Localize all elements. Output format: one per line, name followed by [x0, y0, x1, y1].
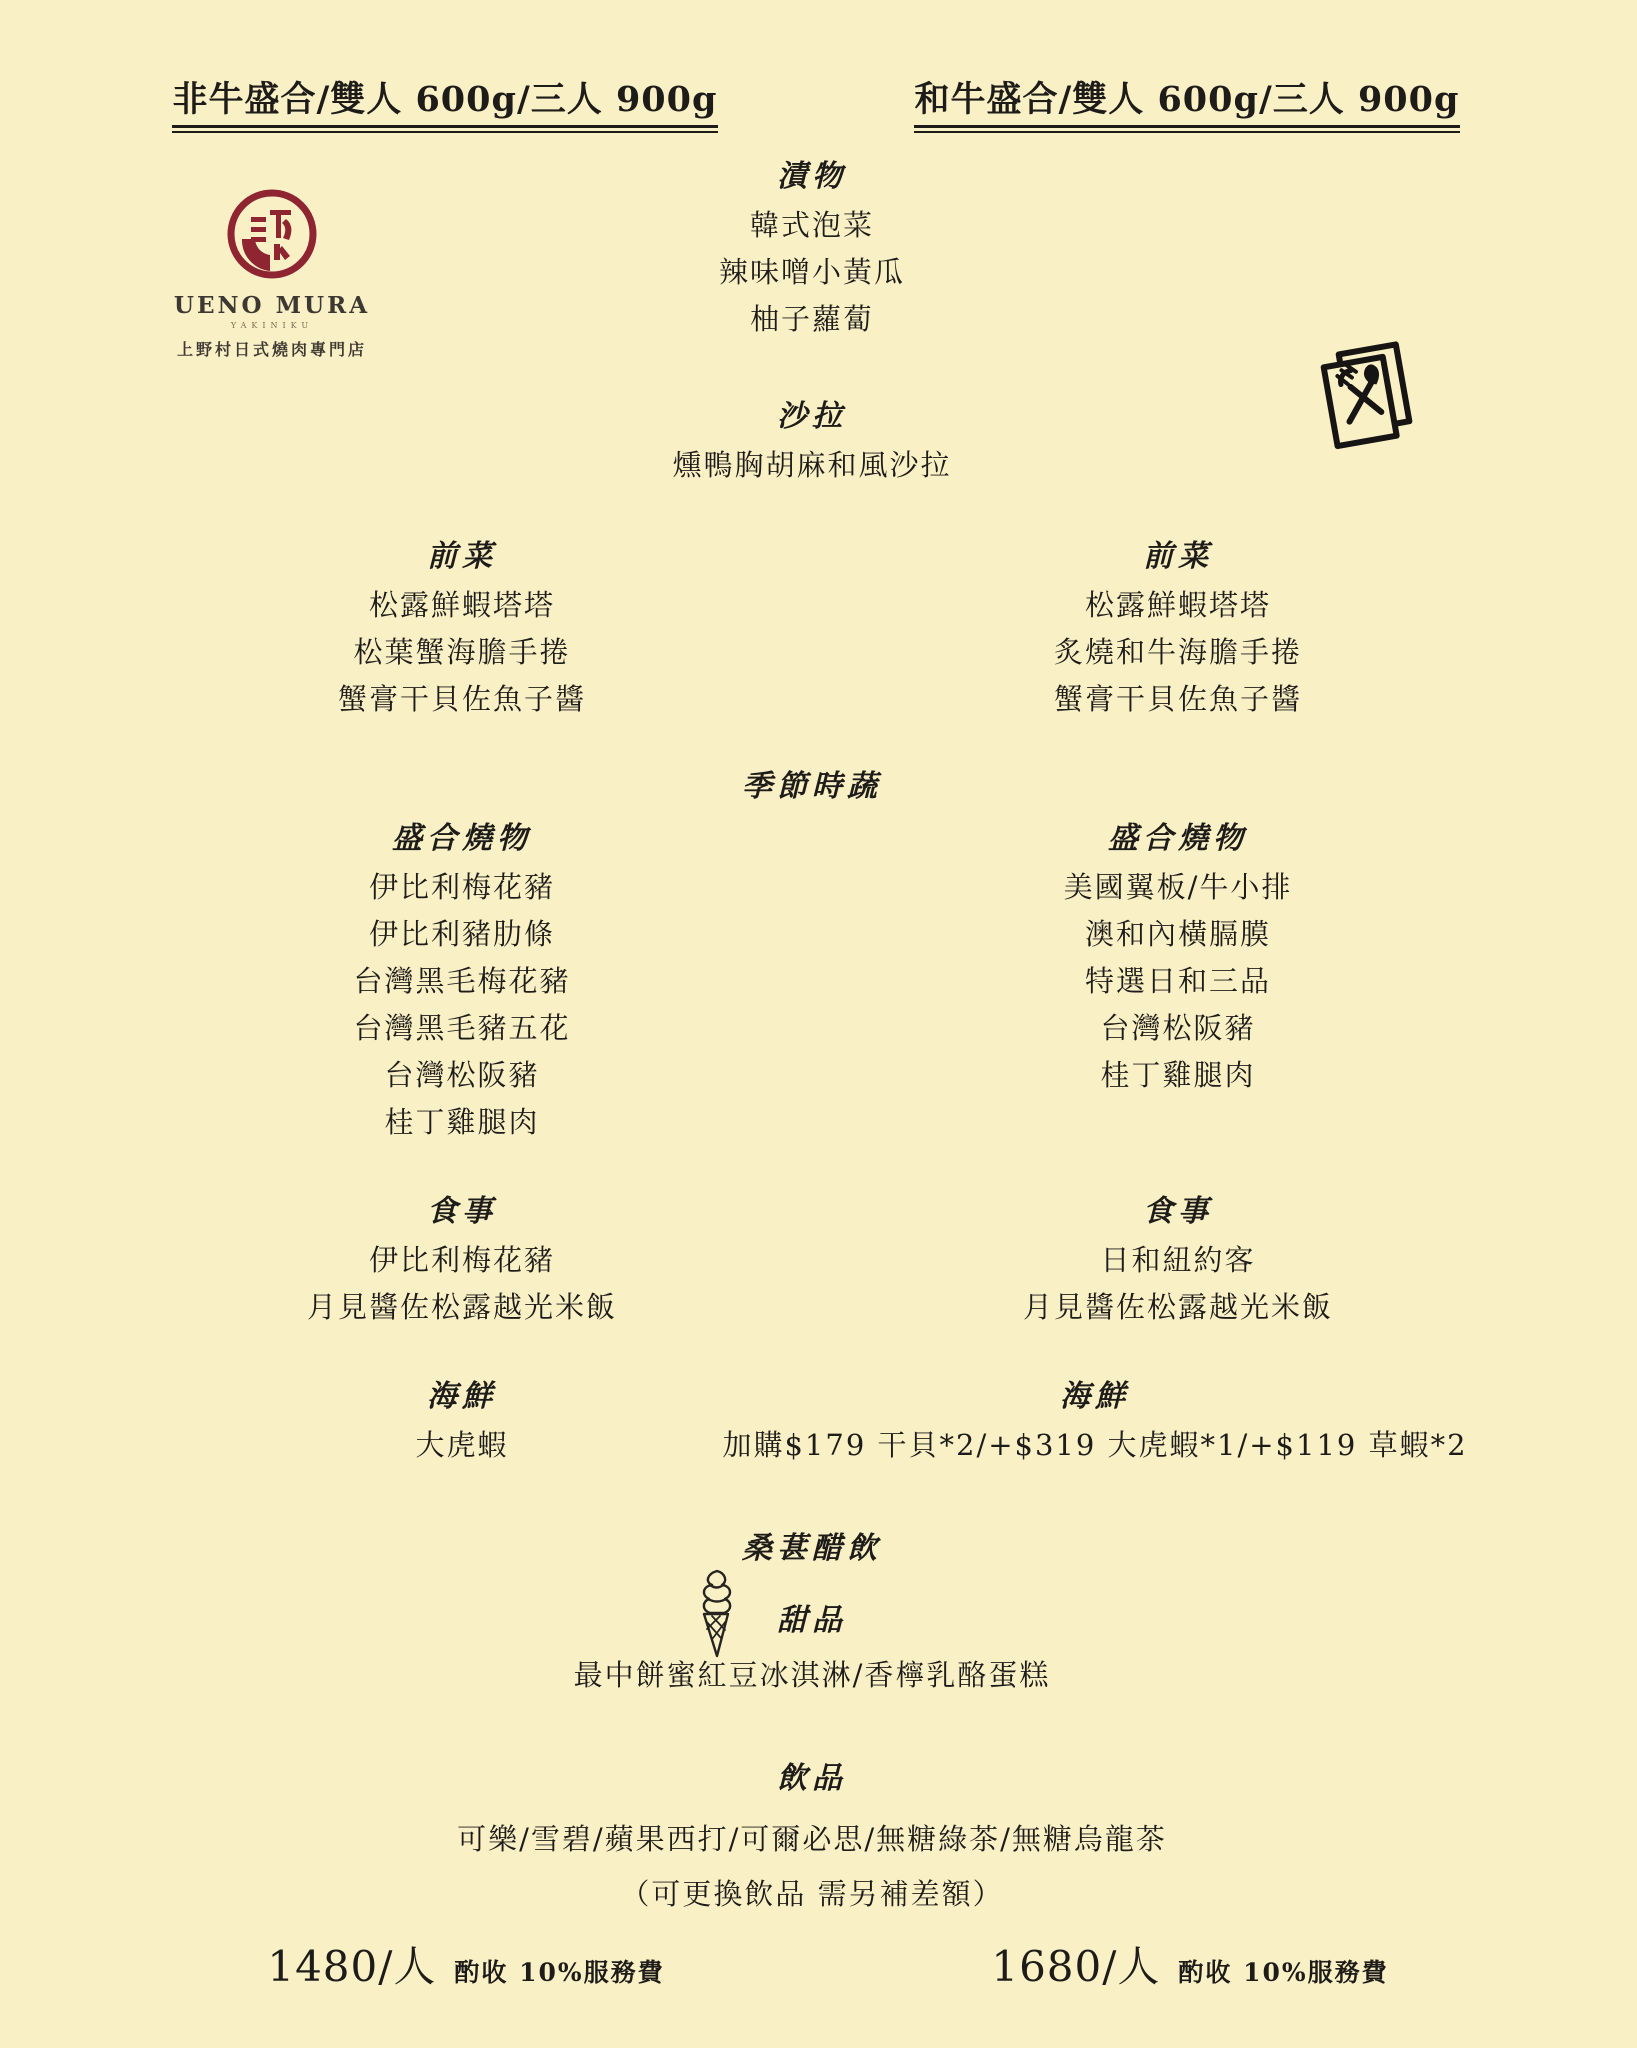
section-title-dessert: 甜品 — [777, 1603, 847, 1638]
menu-item: 台灣黑毛梅花豬 — [353, 964, 571, 998]
price-left — [166, 1934, 766, 1994]
section-title-grill-right: 盛合燒物 — [1108, 821, 1248, 856]
price-left-service-note: 酌收 10%服務費 — [454, 1958, 665, 1987]
section-title-seasonal-veg: 季節時蔬 — [742, 769, 882, 804]
price-right-service-note: 酌收 10%服務費 — [1178, 1958, 1389, 1987]
menu-item: 蟹膏干貝佐魚子醬 — [1053, 682, 1302, 716]
section-title-seafood-right: 海鮮 — [1060, 1379, 1130, 1414]
menu-item: 伊比利梅花豬 — [368, 1243, 555, 1277]
menu-item: 最中餅蜜紅豆冰淇淋/香檸乳酪蛋糕 — [573, 1658, 1051, 1692]
price-right — [890, 1934, 1490, 1994]
section-title-grill-left: 盛合燒物 — [392, 821, 532, 856]
menu-item: 桂丁雞腿肉 — [1100, 1058, 1256, 1092]
column-header-wagyu — [887, 80, 1487, 128]
menu-item: 台灣松阪豬 — [384, 1058, 540, 1092]
section-dessert-items — [362, 1652, 1262, 1699]
menu-item: 台灣黑毛豬五花 — [353, 1011, 571, 1045]
section-title-tsukemono: 漬物 — [777, 159, 847, 194]
menu-item: 可樂/雪碧/蘋果西打/可爾必思/無糖綠茶/無糖烏龍茶 — [457, 1822, 1167, 1856]
menu-item: 台灣松阪豬 — [1100, 1011, 1256, 1045]
logo-chinese-name: 上野村日式燒肉專門店 — [176, 340, 367, 359]
menu-item: 日和紐約客 — [1100, 1243, 1256, 1277]
logo-tagline: YAKINIKU — [230, 321, 314, 330]
section-drinks — [512, 1758, 1112, 1800]
section-meal-left — [162, 1191, 762, 1331]
logo-brand-name: UENO MURA — [173, 292, 371, 319]
section-grill-left — [162, 818, 762, 1146]
menu-item: 月見醬佐松露越光米飯 — [1022, 1290, 1333, 1324]
section-drinks-items — [262, 1812, 1362, 1922]
menu-item-note: （可更換飲品 需另補差額） — [620, 1877, 1004, 1911]
section-seafood-right — [695, 1376, 1495, 1469]
ueno-mura-seal-icon — [224, 186, 320, 282]
menu-item: 松葉蟹海膽手捲 — [353, 635, 571, 669]
section-meal-right — [878, 1191, 1478, 1331]
section-title-appetizer-left: 前菜 — [427, 539, 497, 574]
restaurant-logo — [162, 186, 382, 360]
section-title-seafood-left: 海鮮 — [427, 1379, 497, 1414]
menu-item: 特選日和三品 — [1084, 964, 1271, 998]
column-header-wagyu-text: 和牛盛合/雙人 600g/三人 900g — [914, 80, 1459, 128]
section-title-drinks: 飲品 — [777, 1761, 847, 1796]
column-header-non-beef-text: 非牛盛合/雙人 600g/三人 900g — [172, 80, 717, 128]
menu-item: 伊比利梅花豬 — [368, 870, 555, 904]
menu-item: 桂丁雞腿肉 — [384, 1105, 540, 1139]
menu-item: 伊比利豬肋條 — [368, 917, 555, 951]
section-tsukemono — [512, 156, 1112, 343]
section-title-salad: 沙拉 — [777, 399, 847, 434]
menu-item: 大虎蝦 — [415, 1428, 509, 1462]
menu-item: 澳和內橫膈膜 — [1084, 917, 1271, 951]
section-title-appetizer-right: 前菜 — [1143, 539, 1213, 574]
section-seasonal-veg — [512, 766, 1112, 808]
section-seafood-left — [162, 1376, 762, 1469]
menu-item: 蟹膏干貝佐魚子醬 — [337, 682, 586, 716]
section-appetizer-left — [162, 536, 762, 723]
menu-item: 美國翼板/牛小排 — [1063, 870, 1293, 904]
price-left-amount: 1480/人 — [267, 1942, 437, 1991]
menu-item: 月見醬佐松露越光米飯 — [306, 1290, 617, 1324]
section-grill-right — [878, 818, 1478, 1099]
section-title-meal-left: 食事 — [427, 1194, 497, 1229]
section-salad — [512, 396, 1112, 489]
menu-item: 加購$179 干貝*2/+$319 大虎蝦*1/+$119 草蝦*2 — [722, 1428, 1468, 1462]
section-appetizer-right — [878, 536, 1478, 723]
menu-item: 松露鮮蝦塔塔 — [1084, 588, 1271, 622]
menu-item: 柚子蘿蔔 — [749, 302, 874, 336]
price-right-amount: 1680/人 — [991, 1942, 1161, 1991]
menu-item: 炙燒和牛海膽手捲 — [1053, 635, 1302, 669]
section-mulberry-vinegar — [512, 1528, 1112, 1570]
menu-item: 燻鴨胸胡麻和風沙拉 — [672, 448, 952, 482]
menu-card-icon — [1312, 338, 1424, 450]
column-header-non-beef — [145, 80, 745, 128]
section-dessert — [512, 1600, 1112, 1642]
menu-item: 辣味噌小黃瓜 — [718, 255, 905, 289]
section-title-meal-right: 食事 — [1143, 1194, 1213, 1229]
section-title-mulberry-vinegar: 桑葚醋飲 — [742, 1531, 882, 1566]
menu-item: 韓式泡菜 — [749, 208, 874, 242]
menu-item: 松露鮮蝦塔塔 — [368, 588, 555, 622]
